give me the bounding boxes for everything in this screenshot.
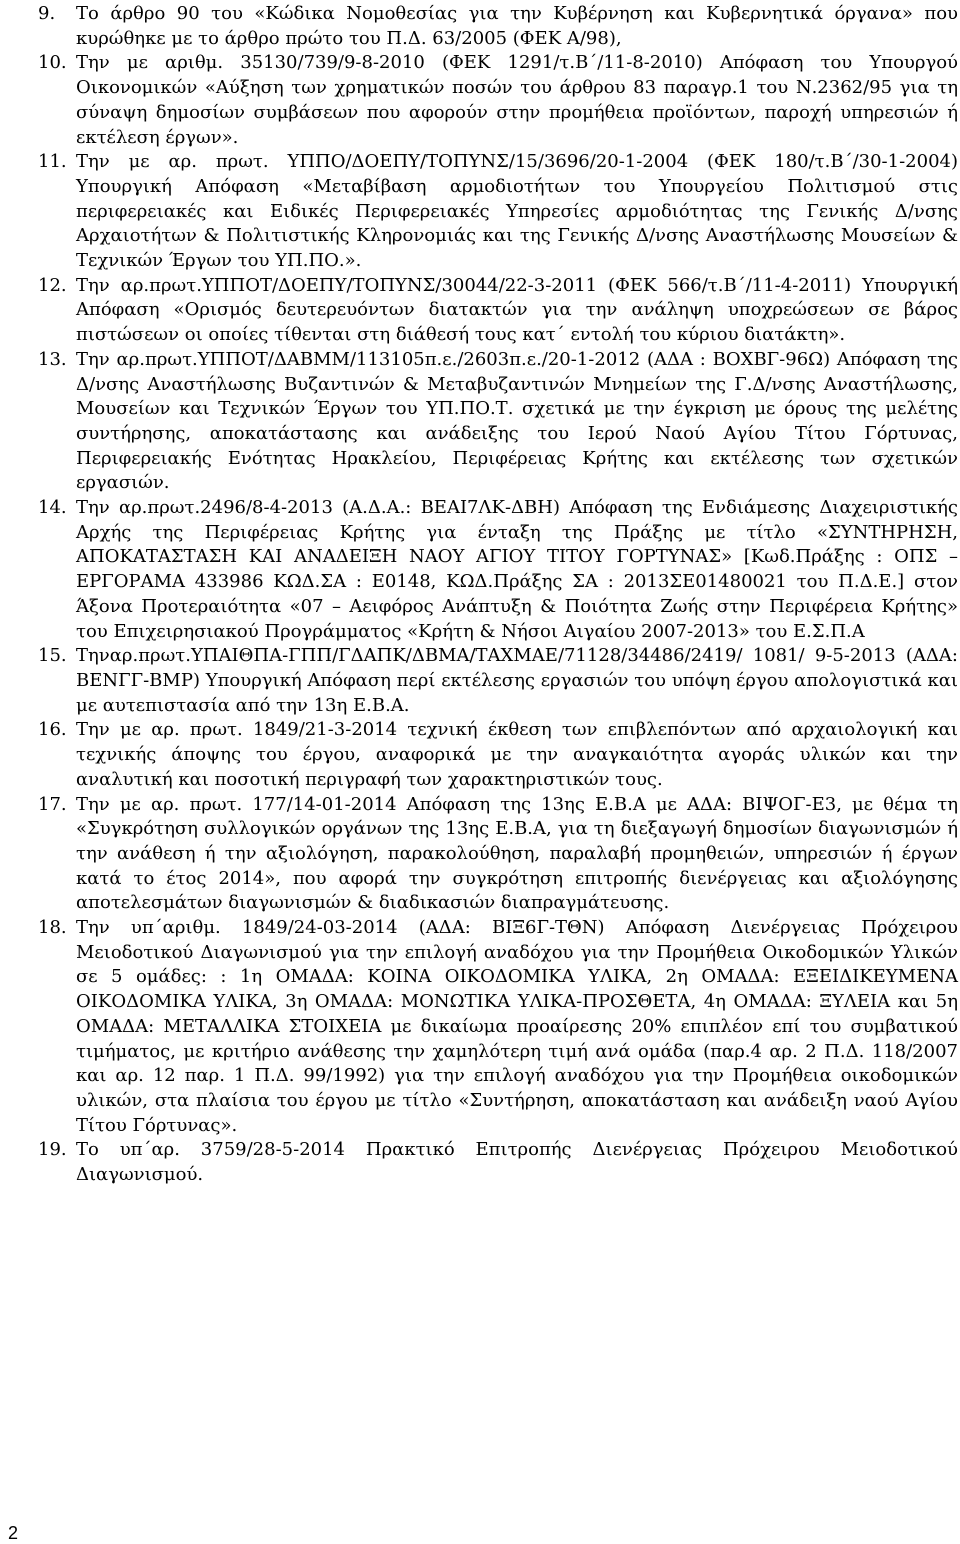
- list-item: [38, 1138, 958, 1187]
- item-number: 13.: [38, 348, 67, 370]
- list-item: [38, 348, 958, 496]
- item-number: 11.: [38, 151, 67, 173]
- item-text: Την αρ.πρωτ.ΥΠΠΟΤ/ΔΟΕΠΥ/ΤΟΠΥΝΣ/30044/22-3-2011 (ΦΕΚ 566/τ.Β΄/11-4-2011) Υπουργική Απόφαση «Ορισμός δευτερευόντων διατακτών για την ανάληψη υποχρεώσεων σε βάρος πιστώσεων οι οποίες τίθενται στη διάθεσή τους κατ΄ εντολή του κύριου διατάκτη».: [76, 274, 958, 346]
- item-number: 9.: [38, 3, 56, 24]
- item-number: 15.: [38, 645, 67, 667]
- item-text: Την με αρ. πρωτ. ΥΠΠΟ/ΔΟΕΠΥ/ΤΟΠΥΝΣ/15/3696/20-1-2004 (ΦΕΚ 180/τ.Β΄/30-1-2004) Υπουργική Απόφαση «Μεταβίβαση αρμοδιοτήτων του Υπουργείου Πολιτισμού στις περιφερειακές και Ειδικές Περιφερειακές Υπηρεσίες αρμοδιότητας της Γενικής Δ/νσης Αρχαιοτήτων & Πολιτιστικής Κληρονομιάς και της Γενικής Δ/νσης Αναστήλωσης Μουσείων & Τεχνικών Έργων του ΥΠ.ΠΟ.».: [76, 151, 958, 272]
- page-number: 2: [8, 1523, 19, 1543]
- list-item: [38, 51, 958, 150]
- item-number: 12.: [38, 274, 67, 296]
- item-number: 10.: [38, 52, 67, 74]
- list-item: [38, 2, 958, 51]
- item-text: Την με αριθμ. 35130/739/9-8-2010 (ΦΕΚ 1291/τ.Β΄/11-8-2010) Απόφαση του Υπουργού Οικονομικών «Αύξηση των χρηματικών ποσών του άρθρου 83 παραγρ.1 του Ν.2362/95 για τη σύναψη δημοσίων συμβάσεων που αφορούν στην προμήθεια προϊόντων, παροχή υπηρεσιών ή εκτέλεση έργων».: [76, 52, 958, 148]
- item-text: Την με αρ. πρωτ. 177/14-01-2014 Απόφαση της 13ης Ε.Β.Α με ΑΔΑ: ΒΙΨΟΓ-Ε3, με θέμα τη «Συγκρότηση συλλογικών οργάνων της 13ης Ε.Β.Α, για τη διεξαγωγή δημοσίων διαγωνισμών ή την ανάθεση ή την αξιολόγηση, παρακολούθηση, παραλαβή προμηθειών, υπηρεσιών ή έργων κατά το έτος 2014», που αφορά την συγκρότηση επιτροπής διενέργειας και αξιολόγησης αποτελεσμάτων διαγωνισμών & διαδικασιών διαπραγμάτευσης.: [76, 793, 958, 914]
- item-text: Το άρθρο 90 του «Κώδικα Νομοθεσίας για την Κυβέρνηση και Κυβερνητικά όργανα» που κυρώθηκε με το άρθρο πρώτο του Π.Δ. 63/2005 (ΦΕΚ Α/98),: [76, 3, 958, 49]
- list-item: [38, 916, 958, 1138]
- item-text: Τηναρ.πρωτ.ΥΠΑΙΘΠΑ-ΓΠΠ/ΓΔΑΠΚ/ΔΒΜΑ/ΤΑΧΜΑΕ/71128/34486/2419/ 1081/ 9-5-2013 (ΑΔΑ: ΒΕΝΓΓ-ΒΜΡ) Υπουργική Απόφαση περί εκτέλεσης εργασιών του υπόψη έργου απολογιστικά και με αυτεπιστασία από την 13η Ε.Β.Α.: [76, 645, 958, 716]
- item-number: 16.: [38, 719, 67, 741]
- list-item: [38, 496, 958, 644]
- item-text: Το υπ΄αρ. 3759/28-5-2014 Πρακτικό Επιτροπής Διενέργειας Πρόχειρου Μειοδοτικού Διαγωνισμού.: [76, 1139, 958, 1186]
- item-number: 17.: [38, 793, 67, 815]
- list-item: [38, 644, 958, 718]
- item-text: Την αρ.πρωτ.2496/8-4-2013 (Α.Δ.Α.: ΒΕΑΙ7ΛΚ-ΔΒΗ) Απόφαση της Ενδιάμεσης Διαχειριστικής Αρχής της Περιφέρειας Κρήτης για ένταξη της Πράξης με τίτλο «ΣΥΝΤΗΡΗΣΗ, ΑΠΟΚΑΤΑΣΤΑΣΗ ΚΑΙ ΑΝΑΔΕΙΞΗ ΝΑΟΥ ΑΓΙΟΥ ΤΙΤΟΥ ΓΟΡΤΥΝΑΣ» [Κωδ.Πράξης : ΟΠΣ – ΕΡΓΟΡΑΜΑ 433986 ΚΩΔ.ΣΑ : Ε0148, ΚΩΔ.Πράξης ΣΑ : 2013ΣΕ01480021 του Π.Δ.Ε.] στον Άξονα Προτεραιότητα «07 – Αειφόρος Ανάπτυξη & Ποιότητα Ζωής στην Περιφέρεια Κρήτης» του Επιχειρησιακού Προγράμματος «Κρήτη & Νήσοι Αιγαίου 2007-2013» του Ε.Σ.Π.Α: [76, 497, 958, 642]
- list-item: [38, 793, 958, 917]
- item-number: 18.: [38, 917, 67, 939]
- item-text: Την αρ.πρωτ.ΥΠΠΟΤ/ΔΑΒΜΜ/113105π.ε./2603π.ε./20-1-2012 (ΑΔΑ : ΒΟΧΒΓ-96Ω) Απόφαση της Δ/νσης Αναστήλωσης Βυζαντινών & Μεταβυζαντινών Μνημείων της Γ.Δ/νσης Αναστήλωσης, Μουσείων και Τεχνικών Έργων του ΥΠ.ΠΟ.Τ. σχετικά με την έγκριση με όρους της μελέτης συντήρησης, αποκατάστασης και ανάδειξης του Ιερού Ναού Αγίου Τίτου Γόρτυνας, Περιφερειακής Ενότητας Ηρακλείου, Περιφέρειας Κρήτης και εκτέλεσης των σχετικών εργασιών.: [76, 348, 958, 494]
- list-item: [38, 150, 958, 274]
- item-text: Την με αρ. πρωτ. 1849/21-3-2014 τεχνική έκθεση των επιβλεπόντων από αρχαιολογική και τεχνικής άποψης του έργου, αναφορικά με την αναγκαιότητα αγοράς υλικών και την αναλυτική και ποσοτική περιγραφή των χαρακτηριστικών τους.: [76, 719, 958, 790]
- numbered-list: [38, 2, 958, 1188]
- list-item: [38, 718, 958, 792]
- list-item: [38, 274, 958, 348]
- item-text: Την υπ΄αριθμ. 1849/24-03-2014 (ΑΔΑ: ΒΙΞ6Γ-ΤΘΝ) Απόφαση Διενέργειας Πρόχειρου Μειοδοτικού Διαγωνισμού για την επιλογή αναδόχου για την Προμήθεια Οικοδομικών Υλικών σε 5 ομάδες: : 1η ΟΜΑΔΑ: ΚΟΙΝΑ ΟΙΚΟΔΟΜΙΚΑ ΥΛΙΚΑ, 2η ΟΜΑΔΑ: ΕΞΕΙΔΙΚΕΥΜΕΝΑ ΟΙΚΟΔΟΜΙΚΑ ΥΛΙΚΑ, 3η ΟΜΑΔΑ: ΜΟΝΩΤΙΚΑ ΥΛΙΚΑ-ΠΡΟΣΘΕΤΑ, 4η ΟΜΑΔΑ: ΞΥΛΕΙΑ και 5η ΟΜΑΔΑ: ΜΕΤΑΛΛΙΚΑ ΣΤΟΙΧΕΙΑ με δικαίωμα προαίρεσης 20% επιπλέον επί του συμβατικού τιμήματος, με κριτήριο ανάθεσης την χαμηλότερη τιμή ανά ομάδα (παρ.4 αρ. 2 Π.Δ. 118/2007 και αρ. 12 παρ. 1 Π.Δ. 99/1992) για την επιλογή αναδόχου για την Προμήθεια οικοδομικών υλικών, στα πλαίσια του έργου με τίτλο «Συντήρηση, αποκατάσταση και ανάδειξη ναού Αγίου Τίτου Γόρτυνας».: [76, 917, 958, 1136]
- item-number: 14.: [38, 497, 67, 519]
- item-number: 19.: [38, 1139, 67, 1161]
